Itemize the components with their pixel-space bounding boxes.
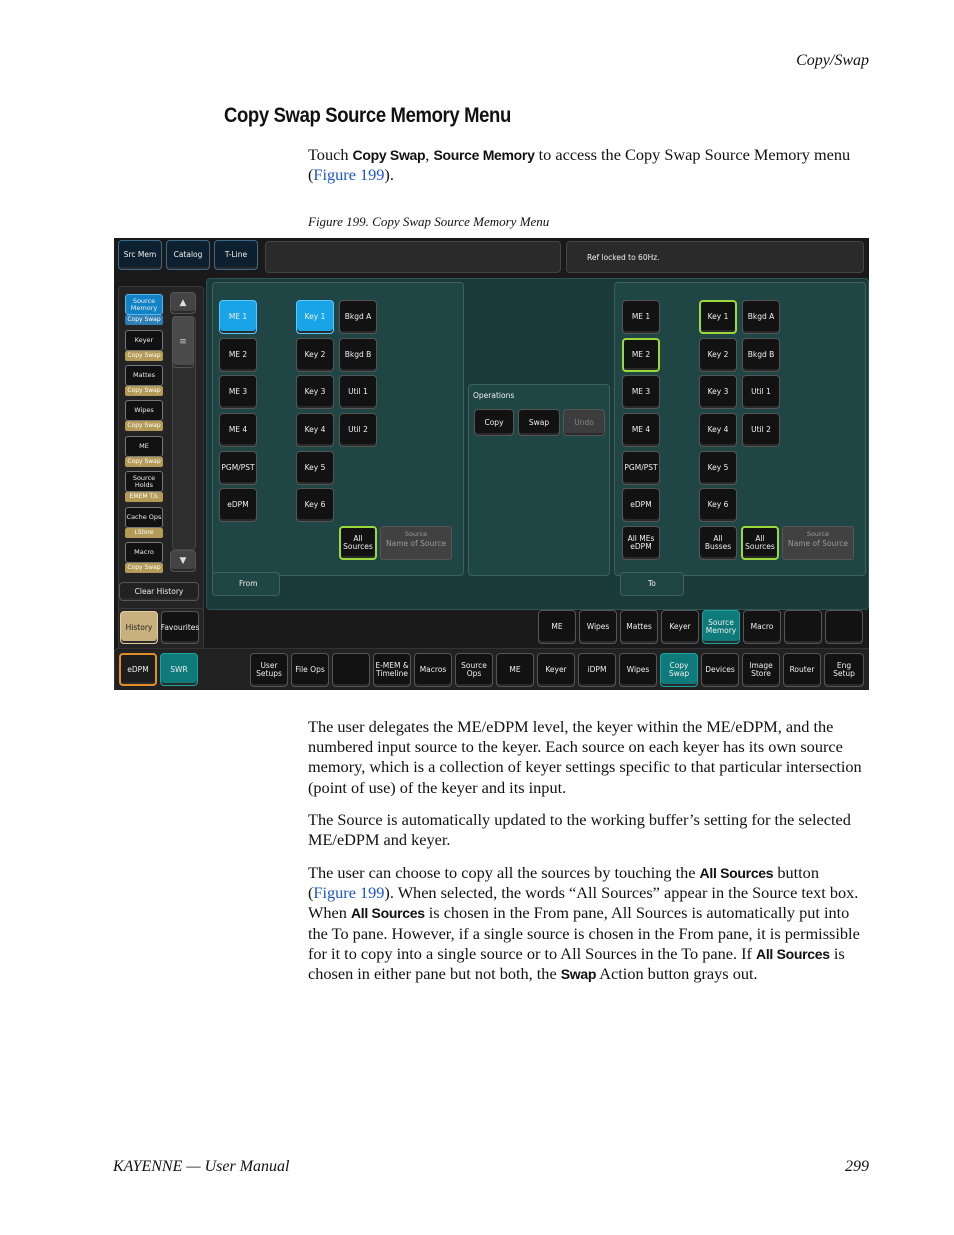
- router-nav-button[interactable]: Router: [783, 653, 821, 687]
- all-sources-keyword: All Sources: [350, 905, 425, 922]
- side-item-label: Cache Ops: [125, 507, 163, 528]
- edpm-button[interactable]: eDPM: [119, 653, 157, 686]
- to-bkgd-a-button[interactable]: Bkgd A: [742, 300, 780, 334]
- to-key-2-button[interactable]: Key 2: [699, 338, 737, 372]
- from-key-1-button[interactable]: Key 1: [296, 300, 334, 334]
- to-me-2-button[interactable]: ME 2: [622, 338, 660, 372]
- running-header: Copy/Swap: [796, 52, 869, 69]
- side-item-mattes[interactable]: [124, 364, 164, 396]
- from-all-sources-button[interactable]: All Sources: [339, 526, 377, 560]
- from-me-3-button[interactable]: ME 3: [219, 375, 257, 409]
- src-mem-tab[interactable]: Src Mem: [118, 240, 162, 270]
- submenu-keyer-button[interactable]: Keyer: [661, 610, 699, 644]
- to-key-1-button[interactable]: Key 1: [699, 300, 737, 334]
- to-key-4-button[interactable]: Key 4: [699, 413, 737, 447]
- devices-nav-button[interactable]: Devices: [701, 653, 739, 687]
- me-nav-button[interactable]: ME: [496, 653, 534, 687]
- scroll-up-button[interactable]: [170, 292, 196, 314]
- empty-nav-button[interactable]: [332, 653, 370, 687]
- side-item-sublabel: LStore: [125, 528, 163, 538]
- file-ops-button[interactable]: File Ops: [291, 653, 329, 687]
- side-item-label: Source Memory: [125, 294, 163, 315]
- to-util-2-button[interactable]: Util 2: [742, 413, 780, 447]
- side-item-label: Wipes: [125, 400, 163, 421]
- to-all-mes-edpm-button[interactable]: All MEs eDPM: [622, 526, 660, 560]
- swap-keyword: Swap: [560, 966, 597, 983]
- intro-text: to access the Copy Swap Source Memory menu (: [308, 145, 851, 185]
- from-me-4-button[interactable]: ME 4: [219, 413, 257, 447]
- to-me-4-button[interactable]: ME 4: [622, 413, 660, 447]
- to-me-3-button[interactable]: ME 3: [622, 375, 660, 409]
- paragraph-text: The user can choose to copy all the sources by touching the: [308, 863, 700, 882]
- undo-button[interactable]: Undo: [563, 409, 605, 436]
- history-button[interactable]: History: [120, 611, 158, 644]
- catalog-tab[interactable]: Catalog: [166, 240, 210, 270]
- to-edpm-button[interactable]: eDPM: [622, 488, 660, 522]
- t-line-tab[interactable]: T-Line: [214, 240, 258, 270]
- body-paragraph-2: The Source is automatically updated to the working buffer’s setting for the selected ME/eDPM and keyer.: [308, 810, 851, 850]
- paragraph-text: ). When selected, the words “All Sources” appear in the Source text box. When: [308, 883, 859, 923]
- to-source-field[interactable]: [782, 526, 854, 560]
- to-bkgd-b-button[interactable]: Bkgd B: [742, 338, 780, 372]
- copy-swap-keyword: Copy Swap: [352, 147, 426, 163]
- wipes-nav-button[interactable]: Wipes: [619, 653, 657, 687]
- from-util-2-button[interactable]: Util 2: [339, 413, 377, 447]
- idpm-nav-button[interactable]: iDPM: [578, 653, 616, 687]
- macros-button[interactable]: Macros: [414, 653, 452, 687]
- side-item-label: Keyer: [125, 330, 163, 351]
- figure-caption: Figure 199. Copy Swap Source Memory Menu: [308, 214, 550, 229]
- body-paragraph-3: [308, 863, 868, 984]
- chevron-down-icon: ▼: [179, 556, 187, 566]
- side-item-label: ME: [125, 436, 163, 457]
- paragraph-text: Action button grays out.: [596, 964, 758, 984]
- intro-text: ).: [384, 165, 394, 185]
- submenu-wipes-button[interactable]: Wipes: [579, 610, 617, 644]
- copy-button[interactable]: Copy: [474, 409, 514, 436]
- intro-paragraph: [308, 145, 868, 185]
- to-all-sources-button[interactable]: All Sources: [741, 526, 779, 560]
- all-sources-keyword: All Sources: [699, 865, 774, 881]
- section-title: Copy Swap Source Memory Menu: [224, 104, 511, 127]
- side-item-wipes[interactable]: [124, 399, 164, 431]
- side-item-sublabel: Copy Swap: [125, 315, 163, 325]
- page-number: 299: [845, 1158, 869, 1175]
- submenu-source-memory-button[interactable]: Source Memory: [702, 610, 740, 644]
- submenu-mattes-button[interactable]: Mattes: [620, 610, 658, 644]
- from-source-label: Source: [404, 530, 428, 538]
- from-key-5-button[interactable]: Key 5: [296, 451, 334, 485]
- source-ops-button[interactable]: Source Ops: [455, 653, 493, 687]
- swr-button[interactable]: SWR: [160, 653, 198, 686]
- from-edpm-button[interactable]: eDPM: [219, 488, 257, 522]
- to-key-5-button[interactable]: Key 5: [699, 451, 737, 485]
- image-store-nav-button[interactable]: Image Store: [742, 653, 780, 687]
- figure-link[interactable]: Figure 199: [313, 883, 385, 903]
- paragraph-text: is chosen in either pane but not both, the: [308, 943, 845, 984]
- emem-timeline-button[interactable]: E-MEM & Timeline: [373, 653, 411, 687]
- side-item-cache-ops[interactable]: [124, 506, 164, 538]
- side-item-label: Mattes: [125, 365, 163, 386]
- from-pgm-pst-button[interactable]: PGM/PST: [219, 451, 257, 485]
- side-item-me[interactable]: [124, 435, 164, 467]
- operations-label: Operations: [473, 391, 515, 400]
- from-util-1-button[interactable]: Util 1: [339, 375, 377, 409]
- keyer-nav-button[interactable]: Keyer: [537, 653, 575, 687]
- submenu-macro-button[interactable]: Macro: [743, 610, 781, 644]
- from-key-2-button[interactable]: Key 2: [296, 338, 334, 372]
- to-label: To: [648, 579, 656, 588]
- status-text: Ref locked to 60Hz.: [587, 253, 660, 262]
- side-item-macro[interactable]: [124, 541, 164, 573]
- paragraph-text: is chosen in the From pane, All Sources is automatically put into the To pane. However, if a single source is chosen in the From pane, it is permissible for it to copy into a single source or to All Sources in the To pane. If: [308, 903, 860, 963]
- swap-button[interactable]: Swap: [518, 409, 560, 436]
- from-key-6-button[interactable]: Key 6: [296, 488, 334, 522]
- side-item-sublabel: Copy Swap: [125, 351, 163, 361]
- side-item-keyer[interactable]: [124, 329, 164, 361]
- from-source-value: Name of Source: [386, 539, 446, 548]
- source-memory-keyword: Source Memory: [433, 147, 535, 163]
- to-util-1-button[interactable]: Util 1: [742, 375, 780, 409]
- side-item-source-holds[interactable]: [124, 470, 164, 502]
- to-me-1-button[interactable]: ME 1: [622, 300, 660, 334]
- paragraph-text: button (: [308, 863, 819, 903]
- chevron-up-icon: ▲: [179, 298, 187, 308]
- from-tab: [212, 572, 280, 596]
- scroll-down-button[interactable]: [170, 550, 196, 572]
- side-item-sublabel: Copy Swap: [125, 563, 163, 573]
- to-all-busses-button[interactable]: All Busses: [699, 526, 737, 560]
- from-bkgd-b-button[interactable]: Bkgd B: [339, 338, 377, 372]
- eng-setup-nav-button[interactable]: Eng Setup: [824, 653, 864, 687]
- side-item-source-memory[interactable]: [124, 293, 164, 325]
- to-tab: [620, 572, 684, 596]
- from-source-field[interactable]: [380, 526, 452, 560]
- copy-swap-menu-screenshot: [114, 238, 869, 690]
- submenu-empty-button[interactable]: [825, 610, 863, 644]
- footer-manual-title: KAYENNE — User Manual: [113, 1158, 290, 1175]
- side-item-label: Macro: [125, 542, 163, 563]
- from-key-3-button[interactable]: Key 3: [296, 375, 334, 409]
- favourites-button[interactable]: Favourites: [161, 611, 199, 644]
- from-me-1-button[interactable]: ME 1: [219, 300, 257, 334]
- copy-swap-nav-button[interactable]: Copy Swap: [660, 653, 698, 687]
- to-source-value: Name of Source: [788, 539, 848, 548]
- message-area: [265, 241, 561, 273]
- side-item-sublabel: EMEM T/L: [125, 492, 163, 502]
- from-bkgd-a-button[interactable]: Bkgd A: [339, 300, 377, 334]
- from-key-4-button[interactable]: Key 4: [296, 413, 334, 447]
- grip-icon: ≡: [179, 337, 187, 347]
- figure-link[interactable]: Figure 199: [313, 165, 385, 185]
- intro-text: Touch: [308, 145, 353, 164]
- status-area: [566, 241, 864, 273]
- to-key-6-button[interactable]: Key 6: [699, 488, 737, 522]
- to-source-label: Source: [806, 530, 830, 538]
- body-paragraph-1: The user delegates the ME/eDPM level, the keyer within the ME/eDPM, and the numbered input source to the keyer. Each source on each keyer has its own source memory, which is a collection of keyer settings specific to that particular intersection (point of use) of the keyer and its input.: [308, 717, 862, 797]
- submenu-empty-button[interactable]: [784, 610, 822, 644]
- from-me-2-button[interactable]: ME 2: [219, 338, 257, 372]
- user-setups-button[interactable]: User Setups: [250, 653, 288, 687]
- side-item-sublabel: Copy Swap: [125, 386, 163, 396]
- submenu-me-button[interactable]: ME: [538, 610, 576, 644]
- to-key-3-button[interactable]: Key 3: [699, 375, 737, 409]
- to-pgm-pst-button[interactable]: PGM/PST: [622, 451, 660, 485]
- all-sources-keyword: All Sources: [756, 945, 830, 962]
- side-item-sublabel: Copy Swap: [125, 421, 163, 431]
- clear-history-button[interactable]: Clear History: [119, 582, 199, 601]
- side-item-label: Source Holds: [125, 471, 163, 492]
- scroll-thumb[interactable]: [172, 316, 194, 368]
- intro-separator: ,: [425, 145, 434, 164]
- side-item-sublabel: Copy Swap: [125, 457, 163, 467]
- from-label: From: [239, 579, 258, 588]
